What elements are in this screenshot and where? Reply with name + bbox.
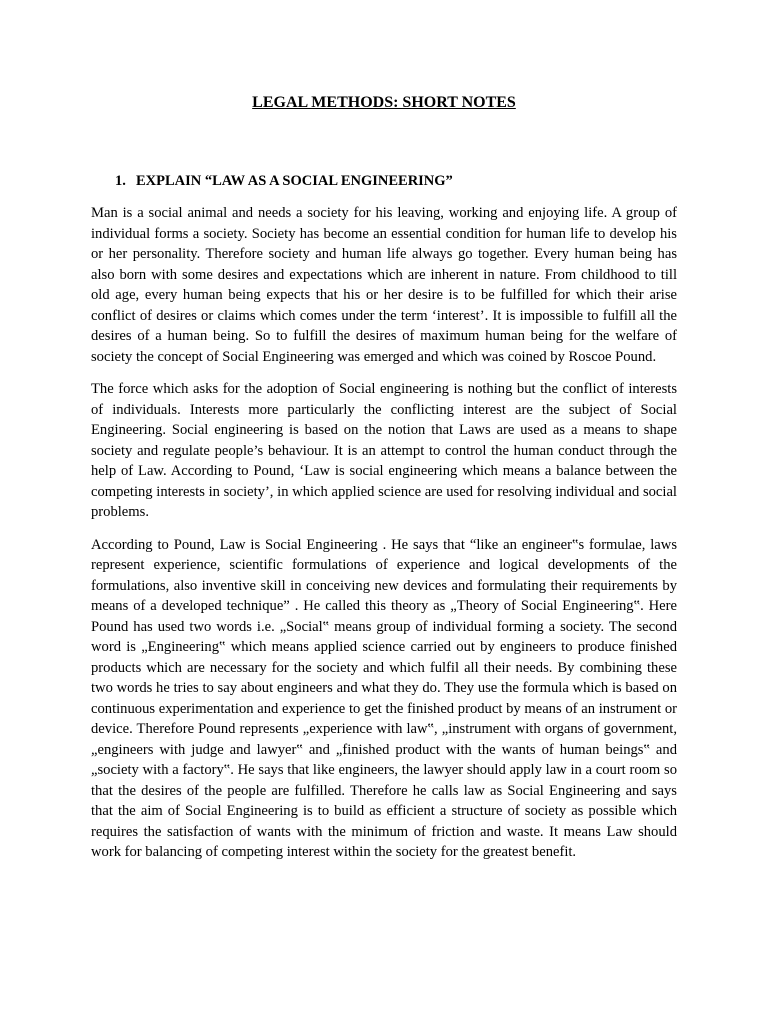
document-body xyxy=(91,203,677,875)
paragraph-2: The force which asks for the adoption of Social engineering is nothing but the conflict of interests of individuals. Interests more particularly the conflicting interest are the subject of Social Engineering. Social engineering is based on the notion that Laws are used as a means to shape society and regulate people’s behaviour. It is an attempt to control the human conduct through the help of Law. According to Pound, ‘Law is social engineering which means a balance between the competing interests in society’, in which applied science are used for resolving individual and social problems. xyxy=(91,381,677,520)
section-number: 1. xyxy=(115,173,126,189)
section-heading-text: EXPLAIN “LAW AS A SOCIAL ENGINEERING” xyxy=(136,173,453,189)
section-heading xyxy=(115,171,453,191)
paragraph-3: According to Pound, Law is Social Engineering . He says that “like an engineer‟s formulae, laws represent experience, scientific formulations of experience and logical developments of the formulations, also inventive skill in conceiving new devices and formulating their requirements by means of a developed technique” . He called this theory as „Theory of Social Engineering‟. Here Pound has used two words i.e. „Social‟ means group of individual forming a society. The second word is „Engineering‟ which means applied science carried out by engineers to produce finished products which are necessary for the society and which fulfil all their needs. By combining these two words he tries to say about engineers and what they do. They use the formula which is based on continuous experimentation and experience to get the finished product by means of an instrument or device. Therefore Pound represents „experience with law‟, „instrument with organs of government, „engineers with judge and lawyer‟ and „finished product with the wants of human beings‟ and „society with a factory‟. He says that like engineers, the lawyer should apply law in a court room so that the desires of the people are fulfilled. Therefore he calls law as Social Engineering and says that the aim of Social Engineering is to build as efficient a structure of society as possible which requires the satisfaction of wants with the minimum of friction and waste. It means Law should work for balancing of competing interest within the society for the greatest benefit. xyxy=(91,536,677,860)
paragraph-1: Man is a social animal and needs a society for his leaving, working and enjoying life. A group of individual forms a society. Society has become an essential condition for human life to develop his or her personality. Therefore society and human life always go together. Every human being has also born with some desires and expectations which are inherent in nature. From childhood to till old age, every human being expects that his or her desire is to be fulfilled for which their arise conflict of desires or claims which comes under the term ‘interest’. It is impossible to fulfill all the desires of a human being. So to fulfill the desires of maximum human being for the welfare of society the concept of Social Engineering was emerged and which was coined by Roscoe Pound. xyxy=(91,205,677,365)
document-title: LEGAL METHODS: SHORT NOTES xyxy=(252,94,516,111)
